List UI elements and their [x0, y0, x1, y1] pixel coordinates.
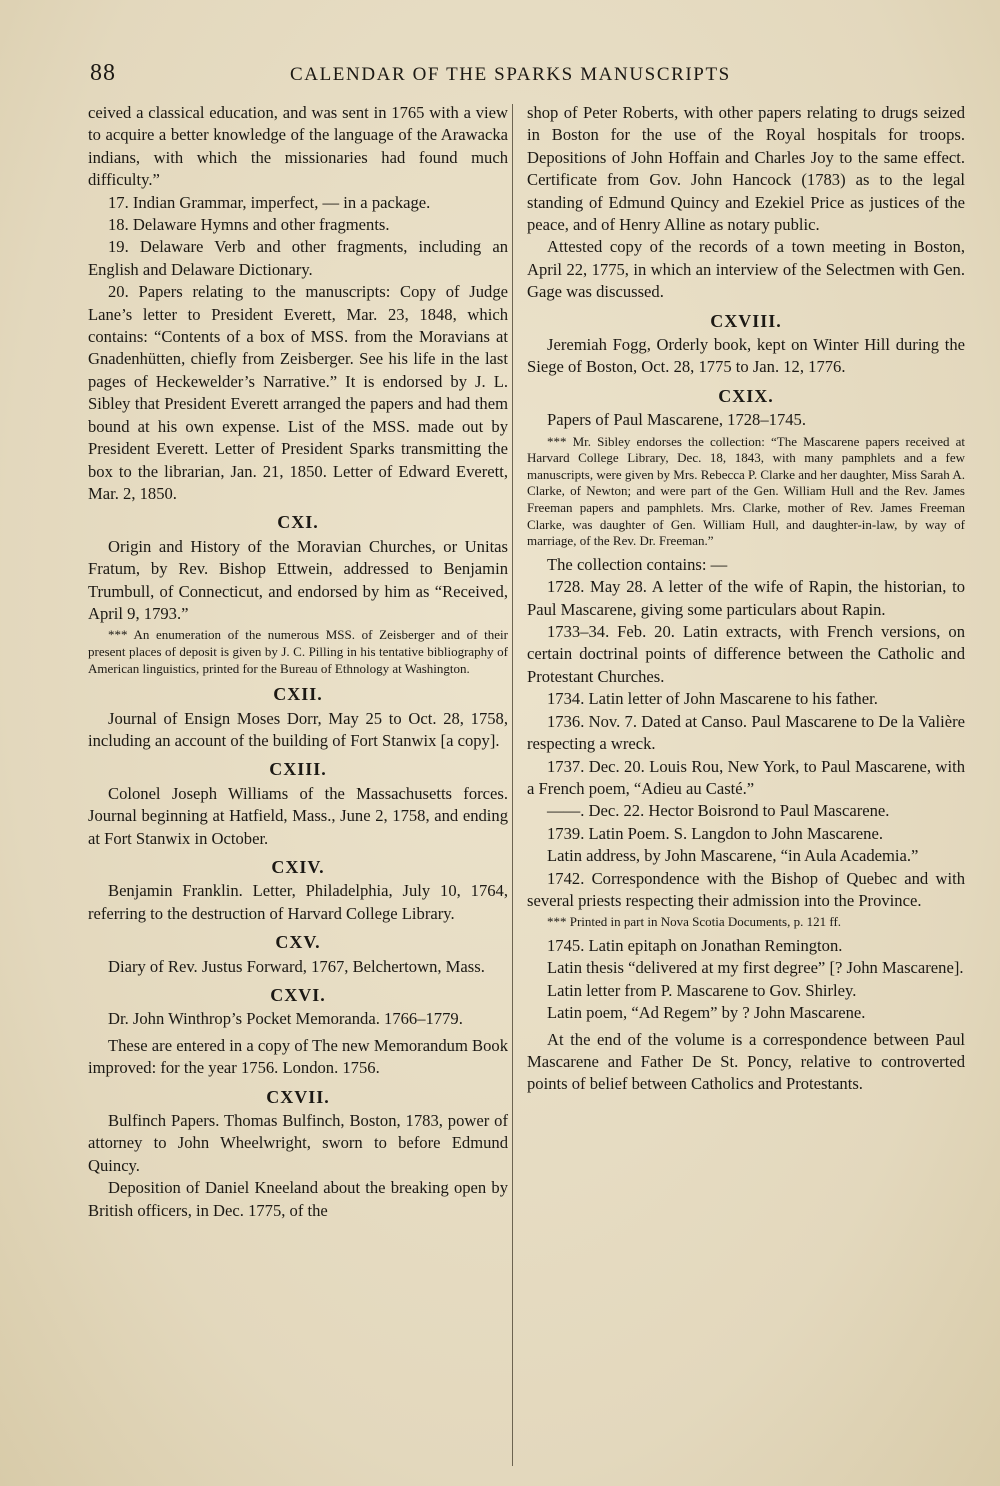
- section-heading: CXIX.: [718, 385, 774, 406]
- list-item: 1737. Dec. 20. Louis Rou, New York, to Paul Mascarene, with a French poem, “Adieu au Casté.”: [527, 756, 965, 798]
- page-header: [90, 60, 970, 94]
- section-heading: CXIV.: [271, 856, 325, 877]
- section-heading: CXI.: [277, 512, 319, 533]
- footnote: *** Printed in part in Nova Scotia Documents, p. 121 ff.: [547, 914, 842, 930]
- paragraph: These are entered in a copy of The new Memorandum Book improved: for the year 1756. London. 1756.: [88, 1035, 508, 1078]
- paragraph: Attested copy of the records of a town meeting in Boston, April 22, 1775, in which an interview of the Selectmen with Gen. Gage was discussed.: [527, 237, 965, 302]
- list-item: 1736. Nov. 7. Dated at Canso. Paul Mascarene to De la Valière respecting a wreck.: [527, 711, 965, 754]
- list-item: 1734. Latin letter of John Mascarene to his father.: [547, 689, 878, 709]
- section-heading: CXVI.: [270, 985, 326, 1005]
- paragraph: shop of Peter Roberts, with other papers relating to drugs seized in Boston for the use of the Royal hospitals for troops. Depositions of John Hoffain and Charles Joy to the same effect. Certificate from Gov. John Hancock (1783) as to the legal standing of Edmund Quincy and Ezekiel Price as justices of the peace, and of Henry Alline as notary public.: [527, 103, 965, 235]
- paragraph: Deposition of Daniel Kneeland about the breaking open by British officers, in Dec. 1775, of the: [88, 1178, 508, 1220]
- paragraph: Dr. John Winthrop’s Pocket Memoranda. 1766–1779.: [108, 1009, 463, 1029]
- running-head: CALENDAR OF THE SPARKS MANUSCRIPTS: [290, 64, 731, 85]
- list-item: 18. Delaware Hymns and other fragments.: [108, 215, 390, 235]
- list-item: 17. Indian Grammar, imperfect, — in a package.: [108, 192, 431, 212]
- section-heading: CXV.: [275, 932, 321, 953]
- section-heading: CXVIII.: [710, 310, 782, 331]
- list-item: 1745. Latin epitaph on Jonathan Remington.: [547, 935, 843, 955]
- page-number: 88: [90, 60, 116, 86]
- section-heading: CXIII.: [269, 759, 327, 780]
- list-item: 19. Delaware Verb and other fragments, including an English and Delaware Dictionary.: [88, 237, 508, 279]
- paragraph: ceived a classical education, and was sent in 1765 with a view to acquire a better knowledge of the language of the Arawacka indians, with which the missionaries had found much difficulty.”: [88, 103, 508, 190]
- right-column: [527, 102, 965, 1096]
- paragraph: Colonel Joseph Williams of the Massachusetts forces. Journal beginning at Hatfield, Mass., June 2, 1758, and ending at Fort Stanwix in October.: [88, 783, 508, 848]
- paragraph: The collection contains: —: [547, 554, 728, 574]
- paragraph: At the end of the volume is a correspondence between Paul Mascarene and Father De St. Poncy, relative to controverted points of belief between Catholics and Protestants.: [527, 1029, 965, 1094]
- paragraph: Diary of Rev. Justus Forward, 1767, Belchertown, Mass.: [108, 956, 485, 976]
- list-item: Latin address, by John Mascarene, “in Aula Academia.”: [547, 846, 919, 866]
- paragraph: Jeremiah Fogg, Orderly book, kept on Winter Hill during the Siege of Boston, Oct. 28, 1775 to Jan. 12, 1776.: [527, 335, 965, 377]
- list-item: Latin thesis “delivered at my first degree” [? John Mascarene].: [547, 958, 964, 978]
- list-item: 20. Papers relating to the manuscripts: Copy of Judge Lane’s letter to President Everett, Mar. 23, 1848, which contains: “Contents of a box of MSS. from the Moravians at Gnadenhütten, chiefly from Zeisberger. See his life in the last pages of Heckewelder’s Narrative.” It is endorsed by J. L. Sibley that President Everett arranged the papers and had them bound at his own expense. List of the MSS. made out by President Everett. Letter of President Sparks transmitting the box to the librarian, Jan. 21, 1850. Letter of Edward Everett, Mar. 2, 1850.: [88, 282, 508, 503]
- paragraph: Origin and History of the Moravian Churches, or Unitas Fratum, by Rev. Bishop Ettwein, addressed to Benjamin Trumbull, of Connecticut, and endorsed by him as “Received, April 9, 1793.”: [88, 536, 508, 623]
- paragraph: Bulfinch Papers. Thomas Bulfinch, Boston, 1783, power of attorney to John Wheelwright, sworn to before Edmund Quincy.: [88, 1111, 508, 1175]
- list-item: ——. Dec. 22. Hector Boisrond to Paul Mascarene.: [547, 801, 890, 821]
- footnote: *** An enumeration of the numerous MSS. of Zeisberger and of their present places of deposit is given by J. C. Pilling in his tentative bibliography of American linguistics, printed for the Bureau of Ethnology at Washington.: [88, 627, 508, 676]
- list-item: 1742. Correspondence with the Bishop of Quebec and with several priests respecting their admission into the Province.: [527, 868, 965, 910]
- left-column: [88, 102, 508, 1222]
- paragraph: Journal of Ensign Moses Dorr, May 25 to Oct. 28, 1758, including an account of the building of Fort Stanwix [a copy].: [88, 708, 508, 750]
- list-item: Latin letter from P. Mascarene to Gov. Shirley.: [547, 980, 857, 1000]
- paragraph: Benjamin Franklin. Letter, Philadelphia, July 10, 1764, referring to the destruction of Harvard College Library.: [88, 881, 508, 923]
- list-item: 1739. Latin Poem. S. Langdon to John Mascarene.: [547, 823, 883, 843]
- list-item: 1733–34. Feb. 20. Latin extracts, with French versions, on certain doctrinal points of difference between the Catholic and Protestant Churches.: [527, 622, 965, 686]
- paragraph: Papers of Paul Mascarene, 1728–1745.: [547, 410, 806, 430]
- list-item: 1728. May 28. A letter of the wife of Rapin, the historian, to Paul Mascarene, giving some particulars about Rapin.: [527, 577, 965, 619]
- list-item: Latin poem, “Ad Regem” by ? John Mascarene.: [547, 1003, 866, 1023]
- column-divider: [512, 104, 513, 1466]
- section-heading: CXII.: [273, 684, 323, 705]
- footnote: *** Mr. Sibley endorses the collection: “The Mascarene papers received at Harvard College Library, Dec. 18, 1843, with many pamphlets and a few manuscripts, were given by Mrs. Rebecca P. Clarke and her daughter, Miss Sarah A. Clarke, of Newton; and were part of the Gen. William Hull and the Rev. James Freeman papers and pamphlets. Mrs. Clarke, mother of Rev. James Freeman Clarke, was daughter of Gen. William Hull, and daughter-in-law, by way of marriage, of the Rev. Dr. Freeman.”: [527, 433, 965, 549]
- section-heading: CXVII.: [266, 1086, 330, 1107]
